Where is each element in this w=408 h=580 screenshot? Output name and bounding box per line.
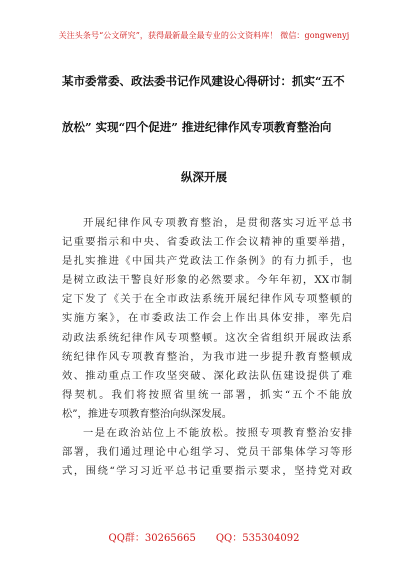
body-line: 部署，我们通过理论中心组学习、党员干部集体学习等形 — [62, 446, 352, 459]
footer-qq-number: QQ：535304092 — [215, 533, 300, 544]
body-line: 松”，推进专项教育整治向纵深发展。 — [62, 407, 233, 420]
body-line: 实施方案》，在市委政法工作会上作出具体安排，率先启 — [62, 312, 352, 325]
body-line: 效、推动重点工作攻坚突破、深化政法队伍建设提供了难 — [62, 369, 352, 382]
body-line: 统纪律作风专项教育整治，为我市进一步提升教育整顿成 — [62, 350, 352, 363]
footer-qq-group: QQ群：30265665 — [108, 533, 196, 544]
body-line: 是扎实推进《中国共产党政法工作条例》的有力抓手，也 — [62, 255, 352, 268]
body-line: 开展纪律作风专项教育整治，是贯彻落实习近平总书 — [83, 217, 352, 229]
body-line: 动政法系统纪律作风专项整顿。这次全省组织开展政法系 — [62, 331, 352, 344]
document-title-line-2: 放松” 实现“四个促进” 推进纪律作风专项教育整治向 — [62, 120, 332, 134]
body-line: 一是在政治站位上不能放松。按照专项教育整治安排 — [83, 427, 352, 440]
footer-contact — [0, 529, 408, 544]
body-line: 是树立政法干警良好形象的必然要求。今年年初，XX市制 — [62, 274, 352, 287]
body-line: 定下发了《关于在全市政法系统开展纪律作风专项整顿的 — [62, 293, 352, 306]
body-line: 式，围绕“学习习近平总书记重要指示要求，坚持党对政 — [62, 465, 352, 478]
body-line: 记重要指示和中央、省委政法工作会议精神的重要举措， — [62, 236, 352, 249]
body-line: 得契机。我们将按照省里统一部署，抓实“五个不能放 — [62, 388, 352, 401]
header-promo-note: 关注头条号“公文研究”，获得最新最全最专业的公文资料库！ 微信：gongwenyj — [58, 31, 350, 40]
document-title-line-3: 纵深开展 — [181, 170, 227, 184]
document-title-line-1: 某市委常委、政法委书记作风建设心得研讨：抓实“五不 — [62, 74, 345, 88]
document-body — [62, 214, 352, 481]
